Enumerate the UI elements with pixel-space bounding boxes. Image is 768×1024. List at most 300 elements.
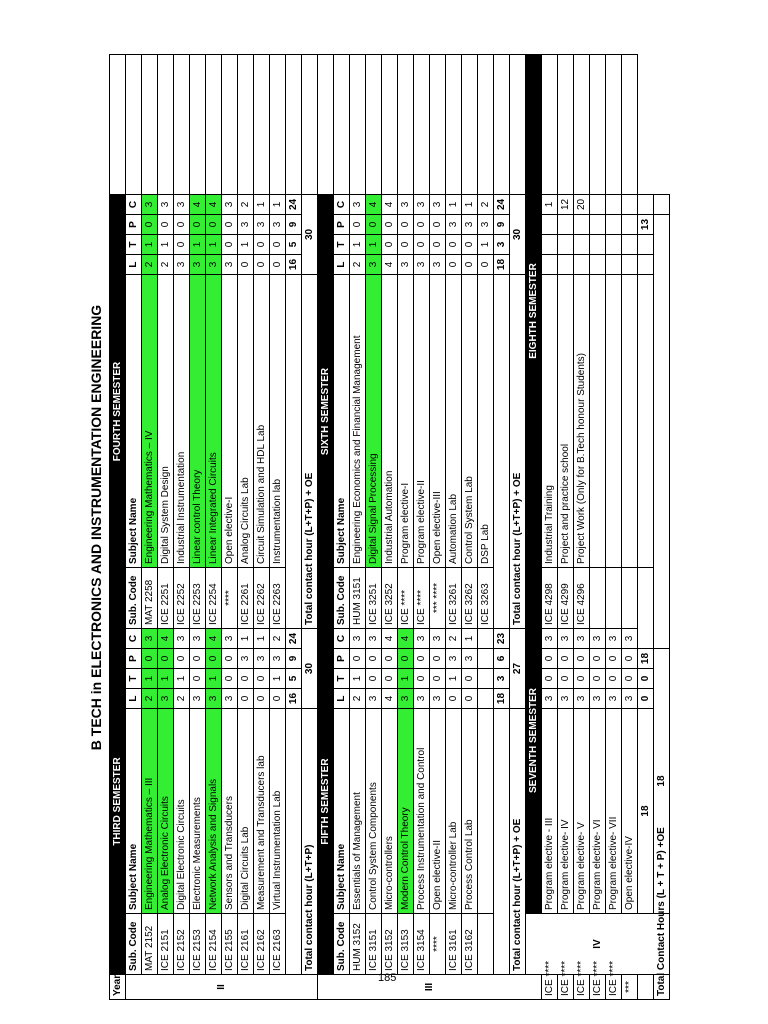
credit-p: 3	[238, 215, 254, 235]
column-header: P	[126, 649, 142, 669]
course-name: Program elective- IV	[558, 709, 574, 914]
blank-cell	[494, 709, 510, 975]
blank-cell	[462, 54, 478, 194]
sum-l: 18	[638, 709, 654, 914]
course-code: ICE 2263	[270, 568, 286, 629]
credit-p: 3	[462, 649, 478, 669]
course-code: ICE 4298	[542, 568, 558, 629]
column-header: Sub. Code	[334, 914, 350, 975]
column-header: P	[126, 215, 142, 235]
credit-t: 0	[398, 235, 414, 255]
table-row	[254, 54, 270, 999]
table-row	[622, 54, 638, 999]
credit-c: 3	[622, 629, 638, 649]
credit-t: 1	[398, 669, 414, 689]
credit-l: 4	[382, 255, 398, 275]
course-name: Program elective- VII	[606, 709, 622, 914]
total-contact-value: 18	[654, 649, 670, 914]
credit-c: 1	[542, 194, 558, 214]
course-name: Engineering Mathematics – IV	[142, 275, 158, 568]
credit-c: 3	[414, 194, 430, 214]
sum-p: 9	[494, 215, 510, 235]
blank-cell	[478, 54, 494, 194]
course-name: Open elective-III	[430, 275, 446, 568]
rotated-page	[83, 55, 693, 1000]
year-header: Year	[110, 975, 126, 1000]
credit-c: 3	[350, 194, 366, 214]
blank-cell	[606, 54, 622, 194]
column-header: C	[334, 629, 350, 649]
table-row	[510, 54, 526, 999]
course-name: Control System Components	[366, 709, 382, 914]
semester-title: EIGHTH SEMESTER	[526, 54, 542, 567]
credit-t: 0	[430, 235, 446, 255]
credit-l: 3	[222, 689, 238, 709]
sum-l: 16	[286, 255, 302, 275]
table-row	[542, 54, 558, 999]
credit-l	[590, 255, 606, 275]
credit-l: 3	[398, 255, 414, 275]
course-name: Process Control Lab	[462, 709, 478, 914]
credit-t: 0	[270, 235, 286, 255]
course-code: ICE 2151	[158, 914, 174, 975]
column-header: T	[126, 235, 142, 255]
blank-cell	[414, 54, 430, 194]
credit-c: 2	[270, 629, 286, 649]
total-contact-value: 30	[302, 194, 318, 274]
credit-t: 0	[414, 235, 430, 255]
credit-c: 4	[398, 629, 414, 649]
blank-cell	[494, 54, 510, 194]
credit-c: 3	[142, 629, 158, 649]
credit-t: 1	[350, 669, 366, 689]
blank-cell	[398, 54, 414, 194]
credit-p: 0	[414, 215, 430, 235]
sum-c: 13	[638, 215, 654, 235]
credit-l: 0	[238, 689, 254, 709]
sum-p: 0	[638, 669, 654, 689]
blank-cell	[302, 54, 318, 194]
blank-cell	[142, 54, 158, 194]
credit-l: 3	[558, 689, 574, 709]
course-name: Digital System Design	[158, 275, 174, 568]
credit-p: 0	[206, 649, 222, 669]
credit-l: 0	[478, 255, 494, 275]
credit-p: 0	[382, 649, 398, 669]
table-row	[446, 54, 462, 999]
credit-p: 0	[430, 649, 446, 669]
credit-c: 2	[446, 629, 462, 649]
blank-cell	[238, 54, 254, 194]
blank-cell	[254, 54, 270, 194]
course-code: ICE 2254	[206, 568, 222, 629]
course-name: Instrumentation lab	[270, 275, 286, 568]
course-code: ICE ****	[414, 568, 430, 629]
blank-cell	[638, 275, 654, 568]
course-name	[622, 275, 638, 568]
credit-p: 0	[142, 649, 158, 669]
credit-p: 0	[430, 215, 446, 235]
column-header: P	[334, 649, 350, 669]
credit-p: 0	[174, 649, 190, 669]
table-row	[382, 54, 398, 999]
credit-t	[478, 669, 494, 689]
course-name: Digital Electronic Circuits	[174, 709, 190, 914]
credit-t: 0	[558, 669, 574, 689]
course-code: ICE 3162	[462, 914, 478, 975]
credit-l: 2	[142, 255, 158, 275]
column-header: T	[334, 235, 350, 255]
course-name: Digital Signal Processing	[366, 275, 382, 568]
blank-cell	[510, 54, 526, 194]
course-name: Open elective-IV	[622, 709, 638, 914]
blank-cell	[334, 54, 350, 194]
credit-t: 0	[590, 669, 606, 689]
table-row	[526, 54, 542, 999]
page-number: 185	[378, 972, 397, 984]
course-code: ****	[222, 568, 238, 629]
blank-cell	[638, 255, 654, 275]
credit-c: 1	[270, 194, 286, 214]
course-code: ICE 2152	[174, 914, 190, 975]
credit-c: 3	[366, 629, 382, 649]
total-contact-label: Total contact hour (L+T+P) + OE	[510, 709, 526, 975]
credit-t: 0	[222, 235, 238, 255]
table-row	[494, 54, 510, 999]
credit-p: 3	[270, 649, 286, 669]
semester-title: SIXTH SEMESTER	[318, 194, 334, 628]
blank-cell	[286, 275, 302, 629]
blank-cell	[638, 194, 654, 214]
credit-p	[558, 215, 574, 235]
course-code: ICE ****	[574, 975, 590, 1000]
column-header: Subject Name	[334, 275, 350, 568]
blank-cell	[638, 914, 654, 1000]
page-title: B TECH in ELECTRONICS AND INSTRUMENTATION ENGINEERING	[88, 304, 104, 751]
column-header: L	[334, 255, 350, 275]
credit-l: 3	[414, 689, 430, 709]
course-name: Micro-controller Lab	[446, 709, 462, 914]
credit-p: 3	[254, 215, 270, 235]
credit-p: 0	[398, 649, 414, 669]
total-contact-value: 30	[510, 194, 526, 274]
credit-t: 1	[446, 669, 462, 689]
credit-p: 0	[350, 215, 366, 235]
total-contact-label: Total Contact Hours (L + T + P) +OE	[654, 914, 670, 1000]
credit-p: 3	[446, 215, 462, 235]
table-row	[302, 54, 318, 999]
credit-l: 3	[158, 689, 174, 709]
credit-p: 3	[254, 649, 270, 669]
course-name: Industrial Training	[542, 275, 558, 568]
table-row	[318, 54, 334, 999]
credit-t: 0	[238, 669, 254, 689]
course-name: Program elective-II	[414, 275, 430, 568]
course-code: ICE ****	[606, 975, 622, 1000]
blank-cell	[350, 54, 366, 194]
column-header: Subject Name	[126, 709, 142, 914]
credit-l: 3	[622, 689, 638, 709]
credit-l: 0	[462, 689, 478, 709]
credit-t: 1	[270, 669, 286, 689]
sum-l: 18	[494, 689, 510, 709]
credit-c: 12	[558, 194, 574, 214]
blank-cell	[110, 54, 126, 194]
credit-l: 0	[270, 255, 286, 275]
course-code: ICE 2261	[238, 568, 254, 629]
credit-t: 0	[366, 669, 382, 689]
credit-l: 0	[254, 255, 270, 275]
credit-t: 0	[446, 235, 462, 255]
course-name: Analog Electronic Circuits	[158, 709, 174, 914]
course-name: Program elective- VI	[590, 709, 606, 914]
course-code: ICE 2253	[190, 568, 206, 629]
credit-t: 0	[254, 669, 270, 689]
table-row	[126, 54, 142, 999]
credit-c: 3	[430, 194, 446, 214]
credit-c: 20	[574, 194, 590, 214]
blank-cell	[654, 215, 670, 649]
sum-t: 5	[286, 235, 302, 255]
semester-title: THIRD SEMESTER	[110, 629, 126, 975]
credit-p: 0	[590, 649, 606, 669]
table-row	[270, 54, 286, 999]
table-row	[478, 54, 494, 999]
blank-cell	[382, 54, 398, 194]
credit-l: 0	[446, 689, 462, 709]
credit-p: 3	[478, 215, 494, 235]
credit-p	[606, 215, 622, 235]
column-header: Sub. Code	[334, 568, 350, 629]
column-header: Sub. Code	[126, 568, 142, 629]
credit-l: 3	[430, 689, 446, 709]
curriculum-table	[109, 54, 670, 1000]
credit-t: 1	[142, 235, 158, 255]
credit-p	[590, 215, 606, 235]
credit-c: 1	[254, 629, 270, 649]
course-code: ICE 3154	[414, 914, 430, 975]
credit-t: 1	[190, 235, 206, 255]
credit-t: 1	[238, 235, 254, 255]
credit-p: 0	[574, 649, 590, 669]
blank-cell	[542, 54, 558, 194]
course-name: Open elective-I	[222, 275, 238, 568]
credit-c: 1	[238, 629, 254, 649]
total-contact-label: Total contact hour (L+T+P) + OE	[302, 275, 318, 629]
course-name: Sensors and Transducers	[222, 709, 238, 914]
course-code: ICE ****	[542, 975, 558, 1000]
blank-cell	[318, 54, 334, 194]
sum-l: 18	[494, 255, 510, 275]
credit-p	[622, 215, 638, 235]
course-name: Engineering Economics and Financial Management	[350, 275, 366, 568]
course-code: ICE 3261	[446, 568, 462, 629]
column-header: C	[126, 194, 142, 214]
credit-t: 1	[158, 669, 174, 689]
credit-t: 1	[158, 235, 174, 255]
blank-cell	[638, 568, 654, 649]
credit-c: 3	[222, 194, 238, 214]
course-code: ICE ****	[590, 975, 606, 1000]
table-row	[222, 54, 238, 999]
column-header: L	[126, 255, 142, 275]
credit-l: 4	[382, 689, 398, 709]
credit-t	[558, 235, 574, 255]
course-code	[606, 568, 622, 629]
credit-l: 3	[366, 689, 382, 709]
table-row	[606, 54, 622, 999]
blank-cell	[286, 54, 302, 194]
column-header: P	[334, 215, 350, 235]
credit-p: 0	[158, 649, 174, 669]
credit-t: 0	[190, 669, 206, 689]
blank-cell	[126, 54, 142, 194]
course-code: ICE 2153	[190, 914, 206, 975]
sum-c: 18	[638, 649, 654, 669]
credit-c: 1	[462, 629, 478, 649]
course-name: Analog Circuits Lab	[238, 275, 254, 568]
course-name: Network Analysis and Signals	[206, 709, 222, 914]
credit-t	[606, 235, 622, 255]
credit-p: 3	[238, 649, 254, 669]
table-row	[350, 54, 366, 999]
credit-l: 2	[174, 689, 190, 709]
credit-c	[478, 629, 494, 649]
credit-t: 0	[174, 235, 190, 255]
credit-c: 3	[558, 629, 574, 649]
course-code: ICE 2155	[222, 914, 238, 975]
credit-c: 3	[414, 629, 430, 649]
column-header: L	[126, 689, 142, 709]
credit-t: 1	[206, 235, 222, 255]
course-code: ICE 2154	[206, 914, 222, 975]
table-row	[638, 54, 654, 999]
credit-p: 0	[158, 215, 174, 235]
credit-c	[590, 194, 606, 214]
credit-c: 3	[430, 629, 446, 649]
course-name: Control System Lab	[462, 275, 478, 568]
credit-p: 0	[206, 215, 222, 235]
credit-t: 0	[542, 669, 558, 689]
table-row	[238, 54, 254, 999]
credit-l	[542, 255, 558, 275]
sum-c: 24	[494, 194, 510, 214]
course-name: Program elective-I	[398, 275, 414, 568]
column-header: T	[334, 669, 350, 689]
credit-t: 0	[606, 669, 622, 689]
credit-c: 3	[174, 629, 190, 649]
credit-c: 4	[366, 194, 382, 214]
credit-p: 0	[366, 649, 382, 669]
credit-c: 3	[398, 194, 414, 214]
credit-l: 3	[222, 255, 238, 275]
credit-l: 3	[206, 255, 222, 275]
table-row	[558, 54, 574, 999]
credit-t: 1	[366, 235, 382, 255]
credit-p: 0	[398, 215, 414, 235]
column-header: Subject Name	[126, 275, 142, 568]
credit-p: 3	[446, 649, 462, 669]
sum-c: 24	[286, 629, 302, 649]
credit-p: 0	[190, 649, 206, 669]
semester-title: SEVENTH SEMESTER	[526, 568, 542, 914]
credit-p: 0	[622, 649, 638, 669]
course-name: Circuit Simulation and HDL Lab	[254, 275, 270, 568]
course-name	[590, 275, 606, 568]
credit-l: 3	[590, 689, 606, 709]
credit-l	[574, 255, 590, 275]
course-name: Engineering Mathematics – III	[142, 709, 158, 914]
course-name: Project and practice school	[558, 275, 574, 568]
year-label: IV	[526, 914, 670, 975]
table-row	[206, 54, 222, 999]
table-row	[334, 54, 350, 999]
credit-c: 1	[254, 194, 270, 214]
credit-c: 1	[462, 194, 478, 214]
course-code: ICE 3252	[382, 568, 398, 629]
course-code: ICE 3263	[478, 568, 494, 629]
table-row	[174, 54, 190, 999]
table-row	[158, 54, 174, 999]
credit-c	[606, 194, 622, 214]
course-name: Digital Circuits Lab	[238, 709, 254, 914]
course-code	[478, 914, 494, 975]
credit-p: 0	[142, 215, 158, 235]
credit-l: 3	[430, 255, 446, 275]
course-code: ICE 3152	[382, 914, 398, 975]
credit-t: 0	[622, 669, 638, 689]
sum-p: 9	[286, 215, 302, 235]
course-code	[590, 568, 606, 629]
total-contact-value: 30	[302, 629, 318, 709]
credit-l: 0	[238, 255, 254, 275]
sum-c: 23	[494, 629, 510, 649]
course-code: ICE 3151	[366, 914, 382, 975]
semester-title: FOURTH SEMESTER	[110, 194, 126, 628]
total-contact-label: Total contact hour (L+T+P) + OE	[510, 275, 526, 629]
blank-cell	[190, 54, 206, 194]
blank-cell	[174, 54, 190, 194]
sum-p: 9	[286, 649, 302, 669]
credit-l: 2	[350, 255, 366, 275]
course-name: Virtual Instrumentation Lab	[270, 709, 286, 914]
table-row	[590, 54, 606, 999]
blank-cell	[270, 54, 286, 194]
course-name: Linear control Theory	[190, 275, 206, 568]
credit-p: 0	[350, 649, 366, 669]
sum-l: 16	[286, 689, 302, 709]
credit-t	[590, 235, 606, 255]
course-name: Essentials of Management	[350, 709, 366, 914]
credit-p: 3	[270, 215, 286, 235]
credit-l	[622, 255, 638, 275]
credit-c: 4	[158, 629, 174, 649]
table-body	[110, 54, 670, 999]
table-row	[142, 54, 158, 999]
credit-c: 1	[446, 194, 462, 214]
column-header: T	[126, 669, 142, 689]
course-name: Automation Lab	[446, 275, 462, 568]
course-code: ICE 2163	[270, 914, 286, 975]
course-code: HUM 3151	[350, 568, 366, 629]
credit-c: 3	[190, 629, 206, 649]
sum-p: 6	[494, 649, 510, 669]
blank-cell	[286, 709, 302, 975]
credit-t: 1	[142, 669, 158, 689]
curriculum-table-wrap	[109, 55, 693, 1000]
column-header: L	[334, 689, 350, 709]
course-code: ICE 4296	[574, 568, 590, 629]
